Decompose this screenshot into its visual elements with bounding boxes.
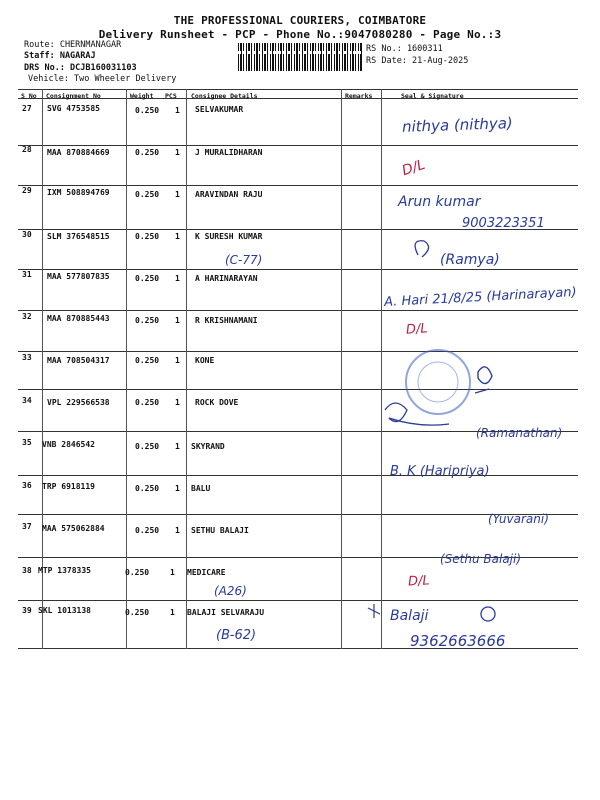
pcs: 1 [175,442,180,451]
weight: 0.250 [125,568,150,577]
consignment-no: SLM 376548515 [47,232,110,241]
col-sno: S No [21,92,37,100]
consignment-no: MTP 1378335 [38,566,91,575]
handwritten-signature: nithya (nithya) [401,114,514,136]
consignee-name: KONE [195,356,215,365]
rs-date: RS Date: 21-Aug-2025 [366,56,469,66]
pcs: 1 [175,148,180,157]
consignee-name: ARAVINDAN RAJU [195,190,263,199]
consignment-no: SVG 4753585 [47,104,100,113]
sno: 36 [22,481,32,490]
weight: 0.250 [135,484,160,493]
weight: 0.250 [135,232,160,241]
weight: 0.250 [125,608,150,617]
handwritten-signature: (Ramanathan) [476,426,563,440]
handwritten-note: (B-62) [216,628,257,643]
weight: 0.250 [135,190,160,199]
sno: 31 [22,270,32,279]
handwritten-dl-mark: D/L [400,156,428,180]
col-pcs: PCS [165,92,177,100]
pcs: 1 [170,568,175,577]
pcs: 1 [175,526,180,535]
sno: 37 [22,522,32,531]
handwritten-note: (A26) [214,584,247,598]
handwritten-signature: (Ramya) [440,252,500,268]
col-seal-signature: Seal & Signature [401,92,464,100]
consignee-name: J MURALIDHARAN [195,148,263,157]
consignee-name: K SURESH KUMAR [195,232,263,241]
consignment-no: VPL 229566538 [47,398,110,407]
handwritten-phone: 9003223351 [462,216,545,231]
pcs: 1 [175,398,180,407]
consignment-no: MAA 870885443 [47,314,110,323]
pcs: 1 [175,316,180,325]
pcs: 1 [170,608,175,617]
consignee-name: ROCK DOVE [195,398,239,407]
consignee-name: MEDICARE [187,568,226,577]
weight: 0.250 [135,148,160,157]
handwritten-signature: (Yuvarani) [488,512,549,526]
handwritten-note: (C-77) [225,253,263,267]
rs-number: RS No.: 1600311 [366,44,443,54]
consignment-no: MAA 708504317 [47,356,110,365]
sno: 27 [22,104,32,113]
sno: 30 [22,230,32,239]
pcs: 1 [175,106,180,115]
weight: 0.250 [135,316,160,325]
pcs: 1 [175,356,180,365]
handwritten-signature: A. Hari 21/8/25 (Harinarayan) [383,284,577,311]
weight: 0.250 [135,398,160,407]
company-title: THE PROFESSIONAL COURIERS, COIMBATORE [173,14,427,27]
weight: 0.250 [135,526,160,535]
consignment-no: MAA 575062884 [42,524,105,533]
consignment-no: IXM 508894769 [47,188,110,197]
consignee-name: SETHU BALAJI [191,526,249,535]
handwritten-signature: B. K (Haripriya) [390,464,490,479]
consignment-no: MAA 577807835 [47,272,110,281]
pcs: 1 [175,232,180,241]
sno: 33 [22,353,32,362]
col-remarks: Remarks [345,92,373,100]
handwritten-dl-mark: D/L [407,573,431,590]
sno: 35 [22,438,32,447]
consignee-name: SELVAKUMAR [195,105,244,114]
staff-label: Staff: NAGARAJ [24,51,96,61]
consignee-name: A HARINARAYAN [195,274,258,283]
barcode [238,43,362,71]
col-consignment: Consignment No [46,92,101,100]
handwritten-signature: Arun kumar [398,194,481,210]
weight: 0.250 [135,442,160,451]
col-weight: Weight [130,92,154,100]
consignee-name: SKYRAND [191,442,225,451]
consignee-name: BALU [191,484,211,493]
pcs: 1 [175,484,180,493]
consignment-no: VNB 2846542 [42,440,95,449]
handwritten-phone: 9362663666 [410,632,506,650]
weight: 0.250 [135,356,160,365]
sno: 28 [22,145,32,154]
handwritten-signature: Balaji [390,608,429,624]
handwritten-signature: (Sethu Balaji) [440,552,522,566]
vehicle-label: Vehicle: Two Wheeler Delivery [28,74,177,84]
sno: 34 [22,396,32,405]
weight: 0.250 [135,106,160,115]
sno: 32 [22,312,32,321]
drs-number: DRS No.: DCJB160031103 [24,63,137,73]
sno: 39 [22,606,32,615]
sno: 38 [22,566,32,575]
consignee-name: BALAJI SELVARAJU [187,608,265,617]
consignment-no: MAA 870884669 [47,148,110,157]
pcs: 1 [175,274,180,283]
consignment-no: SKL 1013138 [38,606,91,615]
runsheet-subtitle: Delivery Runsheet - PCP - Phone No.:9047080280 - Page No.:3 [98,28,502,41]
col-consignee: Consignee Details [191,92,258,100]
weight: 0.250 [135,274,160,283]
consignment-no: TRP 6918119 [42,482,95,491]
sno: 29 [22,186,32,195]
route-label: Route: CHERNMANAGAR [24,40,122,50]
pcs: 1 [175,190,180,199]
consignee-name: R KRISHNAMANI [195,316,258,325]
handwritten-dl-mark: D/L [405,321,429,338]
